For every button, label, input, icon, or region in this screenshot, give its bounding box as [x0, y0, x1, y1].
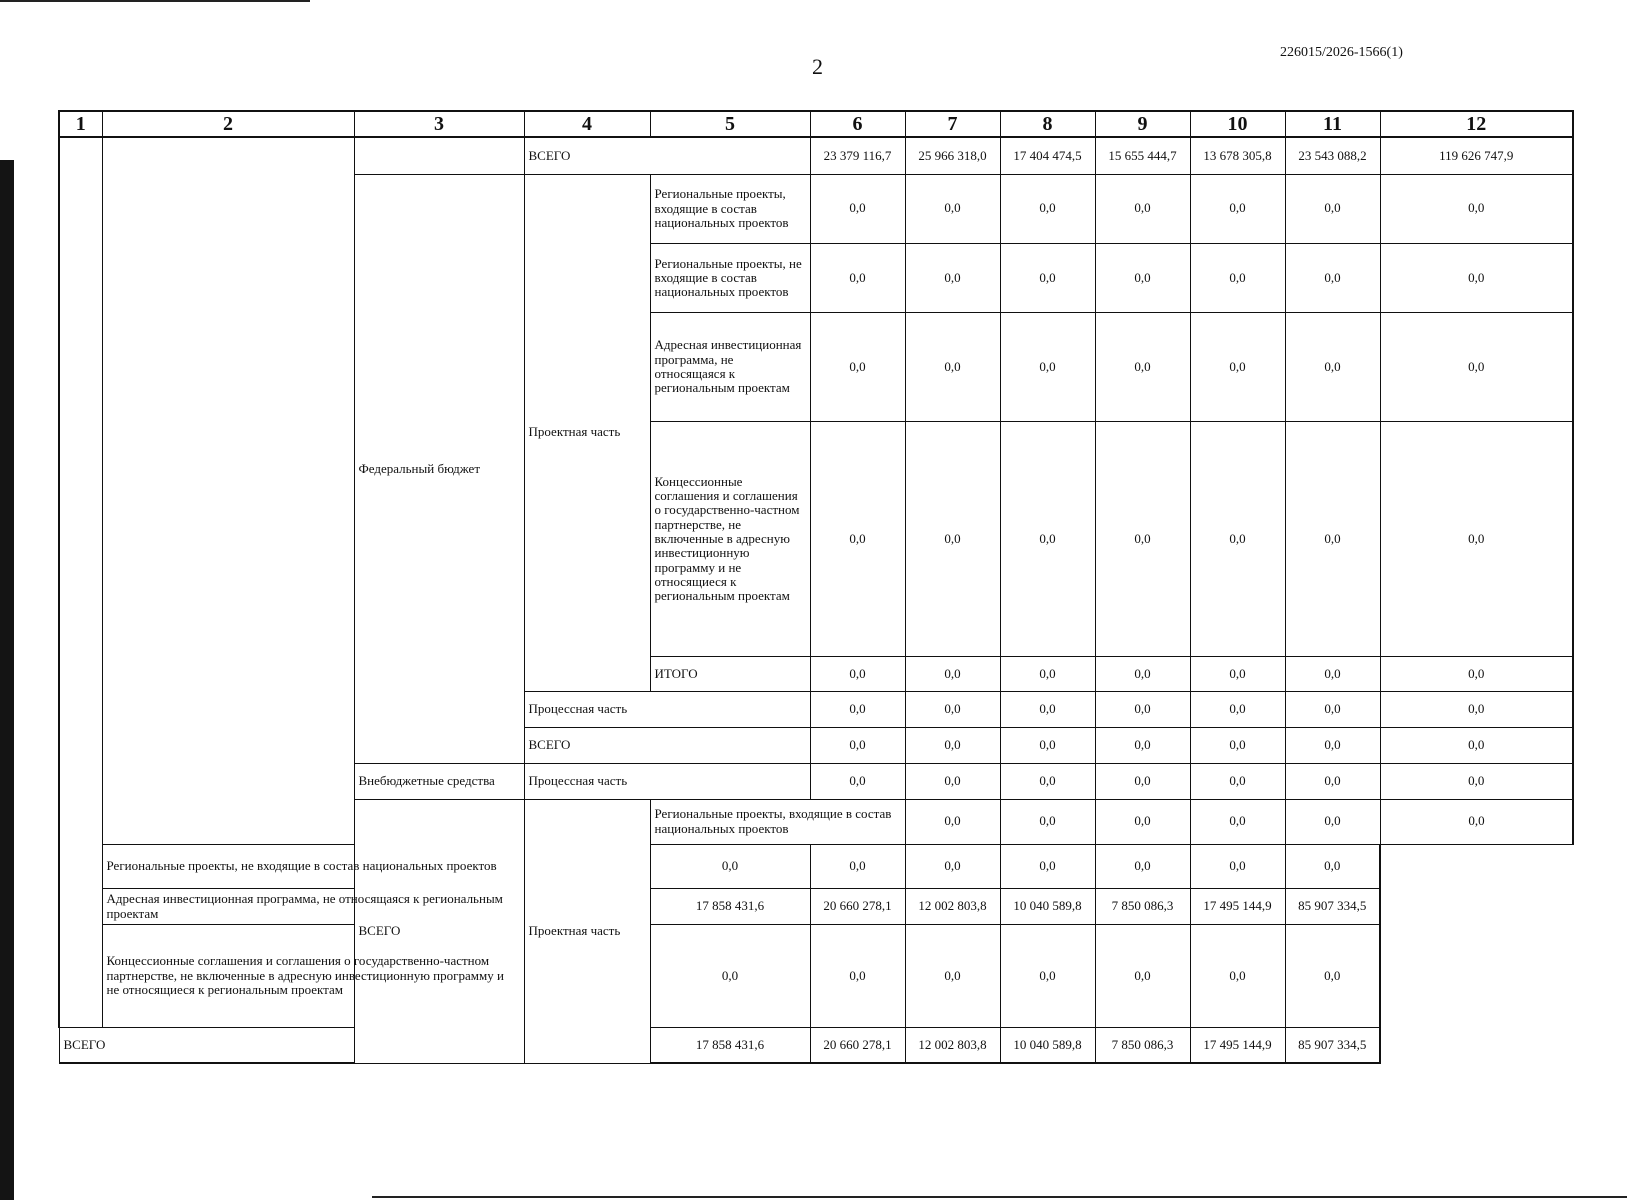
value-cell: 0,0 [1380, 764, 1573, 800]
value-cell: 0,0 [1095, 728, 1190, 764]
header-cell: 8 [1000, 111, 1095, 137]
value-cell: 17 858 431,6 [650, 1027, 810, 1063]
value-cell: 0,0 [1095, 924, 1190, 1027]
value-cell: 0,0 [1380, 174, 1573, 243]
row-label: Концессионные соглашения и соглашения о государственно-частном партнерстве, не включенные в адресную инвестиционную программу и не относящиеся к региональным проектам [102, 924, 524, 1027]
value-cell: 23 379 116,7 [810, 137, 905, 174]
row-label: Процессная часть [524, 764, 810, 800]
total-project-part-label: Проектная часть [524, 799, 650, 1063]
value-cell: 0,0 [1000, 422, 1095, 657]
value-cell: 0,0 [1190, 243, 1285, 312]
row-label: ВСЕГО [524, 728, 810, 764]
value-cell: 0,0 [1000, 243, 1095, 312]
value-cell: 0,0 [1285, 764, 1380, 800]
value-cell: 23 543 088,2 [1285, 137, 1380, 174]
value-cell: 0,0 [1285, 313, 1380, 422]
header-cell: 10 [1190, 111, 1285, 137]
value-cell: 0,0 [1095, 764, 1190, 800]
header-cell: 3 [354, 111, 524, 137]
value-cell: 0,0 [1285, 174, 1380, 243]
value-cell: 0,0 [905, 691, 1000, 728]
value-cell: 0,0 [1095, 313, 1190, 422]
value-cell: 0,0 [1380, 799, 1573, 844]
value-cell: 17 495 144,9 [1190, 889, 1285, 925]
value-cell: 0,0 [1095, 174, 1190, 243]
value-cell: 0,0 [1190, 174, 1285, 243]
value-cell: 85 907 334,5 [1285, 1027, 1380, 1063]
header-cell: 7 [905, 111, 1000, 137]
project-part-label: Проектная часть [524, 174, 650, 691]
scan-left-edge [0, 160, 14, 1200]
header-cell: 4 [524, 111, 650, 137]
value-cell: 0,0 [810, 657, 905, 692]
table-row [59, 1027, 1573, 1063]
row-label: Региональные проекты, входящие в состав национальных проектов [650, 174, 810, 243]
extra-budget-label: Внебюджетные средства [354, 764, 524, 800]
value-cell: 0,0 [1190, 657, 1285, 692]
page-number: 2 [812, 54, 823, 79]
value-cell: 0,0 [905, 764, 1000, 800]
value-cell: 12 002 803,8 [905, 889, 1000, 925]
value-cell: 0,0 [1285, 844, 1380, 889]
value-cell: 0,0 [810, 764, 905, 800]
header-cell: 9 [1095, 111, 1190, 137]
header-cell: 11 [1285, 111, 1380, 137]
value-cell: 0,0 [810, 728, 905, 764]
value-cell: 0,0 [650, 924, 810, 1027]
value-cell: 0,0 [905, 728, 1000, 764]
table-row [59, 924, 1573, 1027]
value-cell: 7 850 086,3 [1095, 1027, 1190, 1063]
value-cell: 0,0 [1000, 764, 1095, 800]
document-code: 226015/2026-1566(1) [1280, 45, 1403, 60]
value-cell: 0,0 [1095, 799, 1190, 844]
value-cell: 0,0 [810, 313, 905, 422]
row-label: Региональные проекты, не входящие в состав национальных проектов [650, 243, 810, 312]
federal-budget-label: Федеральный бюджет [354, 174, 524, 763]
table-row [59, 844, 1573, 889]
value-cell: 0,0 [1000, 844, 1095, 889]
value-cell: 0,0 [650, 844, 810, 889]
budget-table [58, 110, 1574, 1064]
value-cell: 0,0 [1095, 243, 1190, 312]
row-label: Региональные проекты, входящие в состав национальных проектов [650, 799, 905, 844]
row-label: Процессная часть [524, 691, 810, 728]
row-label: Адресная инвестиционная программа, не относящаяся к региональным проектам [102, 889, 524, 925]
value-cell: 20 660 278,1 [810, 889, 905, 925]
value-cell: 0,0 [905, 924, 1000, 1027]
value-cell: 0,0 [1190, 422, 1285, 657]
value-cell: 119 626 747,9 [1380, 137, 1573, 174]
value-cell: 0,0 [1000, 657, 1095, 692]
value-cell: 0,0 [1285, 422, 1380, 657]
value-cell: 7 850 086,3 [1095, 889, 1190, 925]
value-cell: 0,0 [905, 313, 1000, 422]
header-cell: 1 [59, 111, 102, 137]
value-cell: 0,0 [810, 422, 905, 657]
value-cell: 0,0 [1000, 728, 1095, 764]
value-cell: 0,0 [1380, 728, 1573, 764]
value-cell: 0,0 [905, 799, 1000, 844]
row-label: Адресная инвестиционная программа, не относящаяся к региональным проектам [650, 313, 810, 422]
value-cell: 10 040 589,8 [1000, 889, 1095, 925]
value-cell: 0,0 [810, 691, 905, 728]
table-row [59, 889, 1573, 925]
value-cell: 0,0 [905, 422, 1000, 657]
header-cell: 5 [650, 111, 810, 137]
value-cell: 0,0 [1380, 243, 1573, 312]
value-cell: 0,0 [1285, 728, 1380, 764]
value-cell: 0,0 [1095, 657, 1190, 692]
value-cell: 0,0 [1190, 799, 1285, 844]
value-cell: 17 858 431,6 [650, 889, 810, 925]
header-row [59, 111, 1573, 137]
row-label: ИТОГО [650, 657, 810, 692]
row-label: Региональные проекты, не входящие в состав национальных проектов [102, 844, 524, 889]
value-cell: 0,0 [1190, 313, 1285, 422]
value-cell: 0,0 [810, 924, 905, 1027]
value-cell: 0,0 [905, 243, 1000, 312]
header-cell: 6 [810, 111, 905, 137]
scan-bottom-line [372, 1196, 1627, 1198]
value-cell: 0,0 [1285, 243, 1380, 312]
value-cell: 0,0 [1000, 691, 1095, 728]
value-cell: 0,0 [1285, 924, 1380, 1027]
row-label: ВСЕГО [524, 137, 810, 174]
value-cell: 0,0 [1000, 174, 1095, 243]
value-cell: 0,0 [810, 174, 905, 243]
scan-top-line [0, 0, 310, 2]
col1-cell [59, 137, 102, 1027]
value-cell: 0,0 [1000, 313, 1095, 422]
value-cell: 0,0 [1000, 924, 1095, 1027]
header-cell: 12 [1380, 111, 1573, 137]
value-cell: 0,0 [1190, 844, 1285, 889]
value-cell: 0,0 [905, 844, 1000, 889]
value-cell: 0,0 [1285, 657, 1380, 692]
value-cell: 17 404 474,5 [1000, 137, 1095, 174]
value-cell: 0,0 [810, 844, 905, 889]
value-cell: 25 966 318,0 [905, 137, 1000, 174]
value-cell: 0,0 [1190, 728, 1285, 764]
value-cell: 0,0 [1190, 764, 1285, 800]
value-cell: 0,0 [810, 243, 905, 312]
value-cell: 0,0 [1190, 691, 1285, 728]
value-cell: 0,0 [1380, 691, 1573, 728]
value-cell: 15 655 444,7 [1095, 137, 1190, 174]
value-cell: 0,0 [1380, 657, 1573, 692]
value-cell: 0,0 [905, 657, 1000, 692]
value-cell: 0,0 [905, 174, 1000, 243]
row-label: ВСЕГО [59, 1027, 354, 1063]
value-cell: 0,0 [1095, 422, 1190, 657]
header-cell: 2 [102, 111, 354, 137]
value-cell: 13 678 305,8 [1190, 137, 1285, 174]
value-cell: 85 907 334,5 [1285, 889, 1380, 925]
col2-cell [102, 137, 354, 844]
value-cell: 0,0 [1285, 691, 1380, 728]
value-cell: 20 660 278,1 [810, 1027, 905, 1063]
value-cell: 12 002 803,8 [905, 1027, 1000, 1063]
value-cell: 0,0 [1380, 422, 1573, 657]
value-cell: 0,0 [1095, 844, 1190, 889]
value-cell: 0,0 [1190, 924, 1285, 1027]
total-label: ВСЕГО [354, 799, 524, 1063]
value-cell: 0,0 [1285, 799, 1380, 844]
row-label: Концессионные соглашения и соглашения о государственно-частном партнерстве, не включенные в адресную инвестиционную программу и не относящиеся к региональным проектам [650, 422, 810, 657]
value-cell: 10 040 589,8 [1000, 1027, 1095, 1063]
value-cell: 17 495 144,9 [1190, 1027, 1285, 1063]
col3-cell [354, 137, 524, 174]
value-cell: 0,0 [1095, 691, 1190, 728]
value-cell: 0,0 [1000, 799, 1095, 844]
value-cell: 0,0 [1380, 313, 1573, 422]
table-row [59, 137, 1573, 174]
